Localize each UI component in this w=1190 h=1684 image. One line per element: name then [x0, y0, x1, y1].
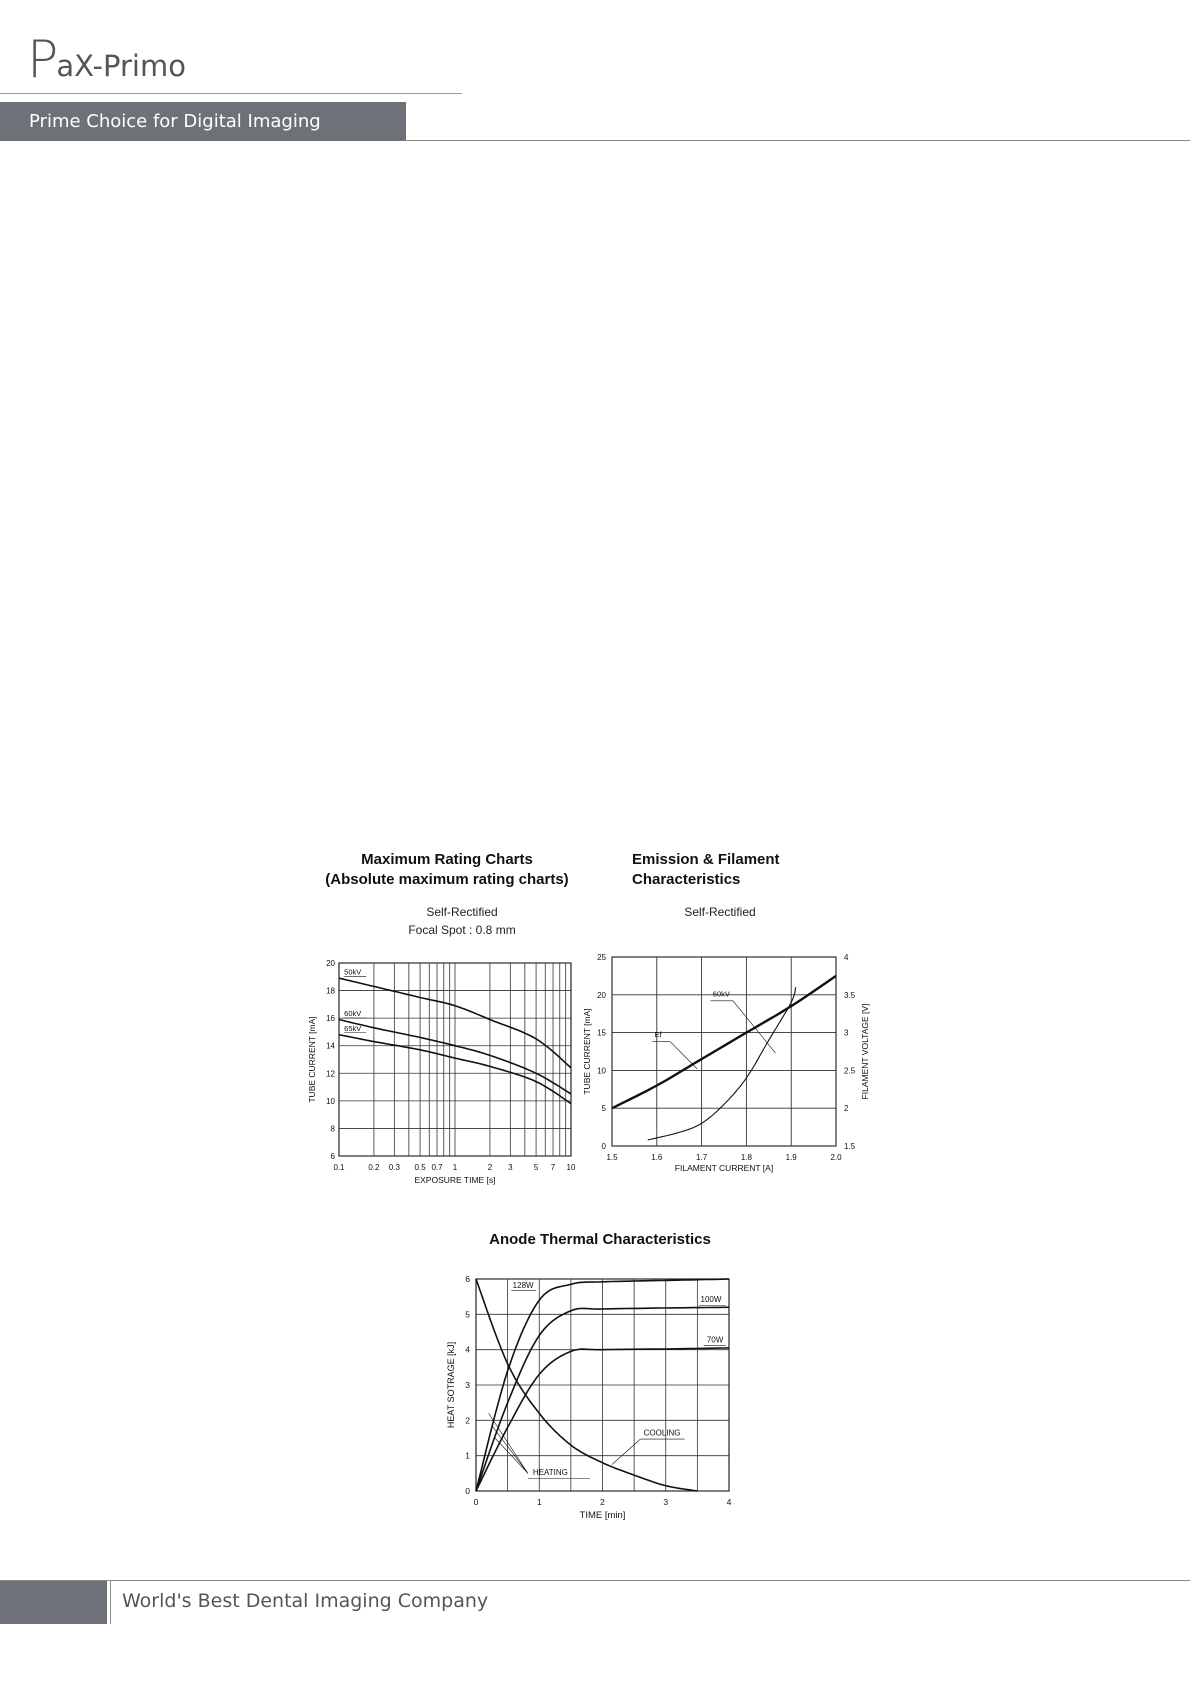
chart3-ylabel: HEAT SOTRAGE [kJ]	[446, 1341, 456, 1429]
chart1-xtick: 10	[566, 1163, 576, 1172]
chart3-ytick: 6	[465, 1274, 470, 1284]
chart2-title-line2: Characteristics	[632, 871, 741, 888]
chart2-xtick: 2.0	[830, 1153, 842, 1162]
chart2-y2tick: 2.5	[844, 1066, 856, 1076]
chart1-ytick: 20	[326, 959, 335, 968]
chart2-ytick: 0	[601, 1142, 606, 1151]
footer-block	[0, 1581, 107, 1624]
chart2-ytick: 5	[601, 1104, 606, 1114]
chart1-series-label: 60kV	[344, 1009, 362, 1019]
chart2-y2tick: 3.5	[844, 990, 856, 1000]
chart2-xlabel: FILAMENT CURRENT [A]	[674, 1163, 774, 1173]
tagline: Prime Choice for Digital Imaging	[29, 111, 321, 132]
chart3-leader-cooling	[612, 1439, 685, 1464]
chart2-y2tick: 1.5	[844, 1142, 856, 1151]
chart2-ytick: 10	[597, 1066, 606, 1076]
chart2-ytick: 25	[597, 953, 606, 962]
chart1-ytick: 14	[326, 1041, 335, 1051]
chart3-label-70w: 70W	[706, 1335, 724, 1345]
chart3-label-128w: 128W	[512, 1280, 534, 1290]
chart1-xtick: 5	[533, 1163, 539, 1172]
chart2-xtick: 1.7	[696, 1153, 708, 1162]
chart1-xtick: 0.1	[333, 1163, 345, 1172]
chart2-y2tick: 2	[844, 1104, 849, 1114]
chart1-xtick: 0.7	[431, 1163, 443, 1172]
chart3-ytick: 4	[465, 1344, 470, 1355]
chart1-xtick: 0.3	[388, 1163, 400, 1172]
logo-text: aX-Primo	[56, 49, 186, 83]
chart1-ytick: 10	[326, 1096, 335, 1106]
chart2-xtick: 1.6	[651, 1153, 663, 1162]
chart1-xtick: 0.5	[414, 1163, 426, 1172]
chart1-series-label: 50kV	[344, 967, 362, 977]
chart1-ytick: 8	[330, 1124, 335, 1134]
chart3-heating-leader	[492, 1426, 528, 1474]
chart1-xlabel: EXPOSURE TIME [s]	[414, 1175, 496, 1185]
chart2-title-line1: Emission & Filament	[632, 851, 780, 868]
logo-initial: P	[27, 30, 57, 90]
chart2-label-60kv: 60kV	[712, 989, 730, 999]
chart2-y2tick: 3	[844, 1028, 849, 1038]
chart1-title-line2: (Absolute maximum rating charts)	[325, 871, 569, 888]
chart3-label-100w: 100W	[700, 1294, 722, 1304]
chart1-ytick: 6	[330, 1152, 335, 1161]
chart1-xtick: 3	[508, 1163, 513, 1172]
chart3-ytick: 0	[465, 1486, 470, 1496]
footer-text: World's Best Dental Imaging Company	[122, 1590, 489, 1612]
chart3-heating-leader	[489, 1413, 528, 1473]
chart2-xtick: 1.8	[740, 1153, 752, 1162]
chart1-xtick: 7	[550, 1163, 556, 1172]
chart3-label-cooling: COOLING	[643, 1428, 681, 1438]
chart2-ylabel: TUBE CURRENT [mA]	[582, 1008, 592, 1095]
chart1-ylabel: TUBE CURRENT [mA]	[307, 1016, 317, 1103]
chart1-xtick: 0.2	[368, 1163, 380, 1172]
chart2-subtitle: Self-Rectified	[684, 905, 756, 919]
chart1-subtitle2: Focal Spot : 0.8 mm	[408, 923, 516, 937]
chart1-xtick: 2	[487, 1163, 493, 1172]
chart3-title: Anode Thermal Characteristics	[489, 1231, 711, 1248]
chart1-series-label: 65kV	[344, 1023, 362, 1033]
chart3-xtick: 2	[600, 1497, 605, 1507]
chart2-series-60kv	[648, 987, 796, 1140]
chart3-xtick: 3	[663, 1497, 669, 1507]
chart2-xtick: 1.5	[606, 1153, 618, 1162]
chart3-ytick: 1	[465, 1450, 470, 1461]
chart2-plot-frame	[612, 957, 836, 1146]
chart2-y2tick: 4	[844, 953, 849, 962]
chart2-label-ef: Ef	[654, 1030, 662, 1040]
chart1-xtick: 1	[452, 1163, 458, 1172]
chart1-subtitle: Self-Rectified	[426, 905, 498, 919]
chart3-xtick: 1	[536, 1497, 542, 1507]
chart3-ytick: 2	[465, 1415, 470, 1426]
chart1-ytick: 18	[326, 986, 335, 996]
chart3-ytick: 3	[465, 1380, 470, 1390]
chart2-ytick: 20	[597, 990, 606, 1000]
footer-rule	[0, 1580, 1190, 1581]
chart3-xtick: 4	[726, 1497, 732, 1507]
chart2-xtick: 1.9	[785, 1153, 797, 1162]
chart2-ytick: 15	[597, 1028, 606, 1038]
footer-separator	[110, 1581, 111, 1624]
chart2-y2label: FILAMENT VOLTAGE [V]	[860, 1003, 870, 1100]
chart3-xlabel: TIME [min]	[579, 1510, 626, 1521]
chart1-ytick: 16	[326, 1014, 335, 1024]
chart1-ytick: 12	[326, 1069, 335, 1079]
chart1-title-line1: Maximum Rating Charts	[361, 851, 533, 868]
chart3-annotation-heating: HEATING	[532, 1468, 568, 1478]
chart3-ytick: 5	[465, 1309, 470, 1320]
chart3-xtick: 0	[473, 1497, 479, 1507]
